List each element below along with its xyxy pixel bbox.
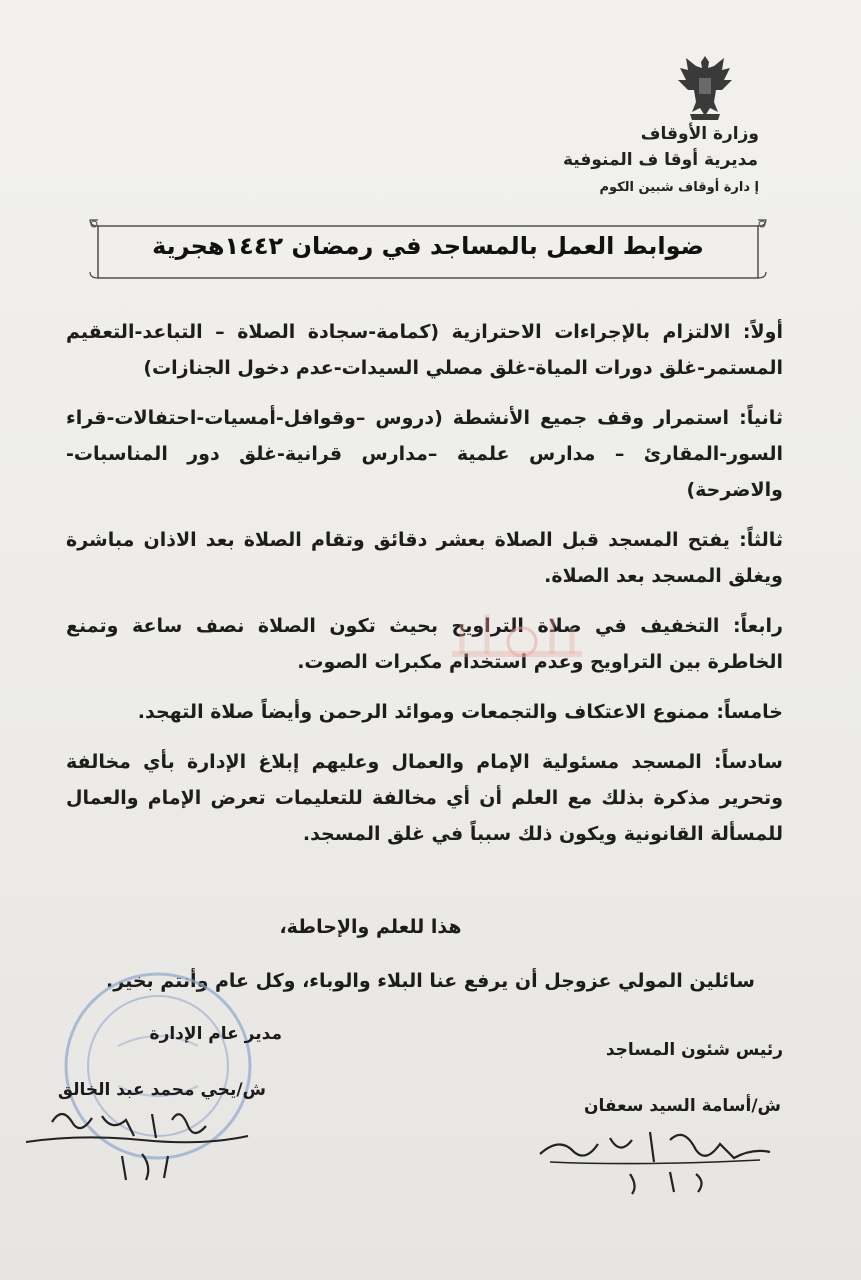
directorate-name: مديرية أوقا ف المنوفية — [563, 150, 758, 170]
rules-body — [66, 314, 783, 866]
closing-line: هذا للعلم والإحاطة، — [279, 916, 462, 938]
rule-paragraph-5 — [66, 694, 783, 730]
rule-label-5: خامساً: — [716, 701, 783, 723]
mosques-head-signature — [520, 1118, 780, 1198]
rule-text-3: يفتح المسجد قبل الصلاة بعشر دقائق وتقام الصلاة بعد الاذان مباشرة ويغلق المسجد بعد الصلاة. — [66, 529, 783, 587]
director-name: ش/يحي محمد عبد الخالق — [57, 1080, 266, 1100]
rule-label-4: رابعاً: — [732, 615, 783, 637]
rule-text-2: استمرار وقف جميع الأنشطة (دروس –وقوافل-أمسيات-احتفالات-قراء السور-المقارئ – مدارس علمية –مدارس قرانية-غلق دور المناسبات-والاضرحة) — [66, 407, 783, 501]
director-signature — [22, 1096, 252, 1186]
rule-paragraph-1 — [66, 314, 783, 386]
rule-text-5: ممنوع الاعتكاف والتجمعات وموائد الرحمن وأيضاً صلاة التهجد. — [137, 701, 717, 723]
rule-paragraph-3 — [66, 522, 783, 594]
rule-label-6: سادساً: — [714, 751, 783, 773]
department-name: إ دارة أوقاف شبين الكوم — [599, 180, 759, 195]
ministry-name: وزارة الأوقاف — [640, 124, 759, 144]
mosques-head-name: ش/أسامة السيد سعفان — [584, 1096, 781, 1116]
watermark-logo — [432, 594, 592, 694]
document-title: ضوابط العمل بالمساجد في رمضان ١٤٤٢هجرية — [152, 232, 704, 260]
rule-label-3: ثالثاً: — [739, 529, 783, 551]
rule-text-1: الالتزام بالإجراءات الاحترازية (كمامة-سجادة الصلاة – التباعد-التعقيم المستمر-غلق دورات المياة-غلق مصلي السيدات-عدم دخول الجنازات) — [66, 321, 783, 379]
rule-paragraph-6 — [66, 744, 783, 852]
rule-text-4: التخفيف في صلاة التراويح بحيث تكون الصلاة نصف ساعة وتمنع الخاطرة بين التراويح وعدم استخدام مكبرات الصوت. — [66, 615, 783, 673]
title-scroll-banner — [88, 218, 768, 282]
egypt-eagle-emblem — [672, 50, 738, 122]
rule-label-1: أولاً: — [742, 321, 783, 343]
rule-paragraph-4 — [66, 608, 783, 680]
mosques-head-title: رئيس شئون المساجد — [605, 1040, 783, 1060]
rule-paragraph-2 — [66, 400, 783, 508]
rule-label-2: ثانياً: — [739, 407, 783, 429]
director-title: مدير عام الإدارة — [149, 1024, 282, 1044]
rule-text-6: المسجد مسئولية الإمام والعمال وعليهم إبلاغ الإدارة بأي مخالفة وتحرير مذكرة بذلك مع العلم أن أي مخالفة للتعليمات تعرض الإمام والعمال للمسألة القانونية ويكون ذلك سبباً في غلق المسجد. — [66, 751, 783, 845]
prayer-line: سائلين المولي عزوجل أن يرفع عنا البلاء والوباء، وكل عام وأنتم بخير. — [106, 970, 755, 992]
